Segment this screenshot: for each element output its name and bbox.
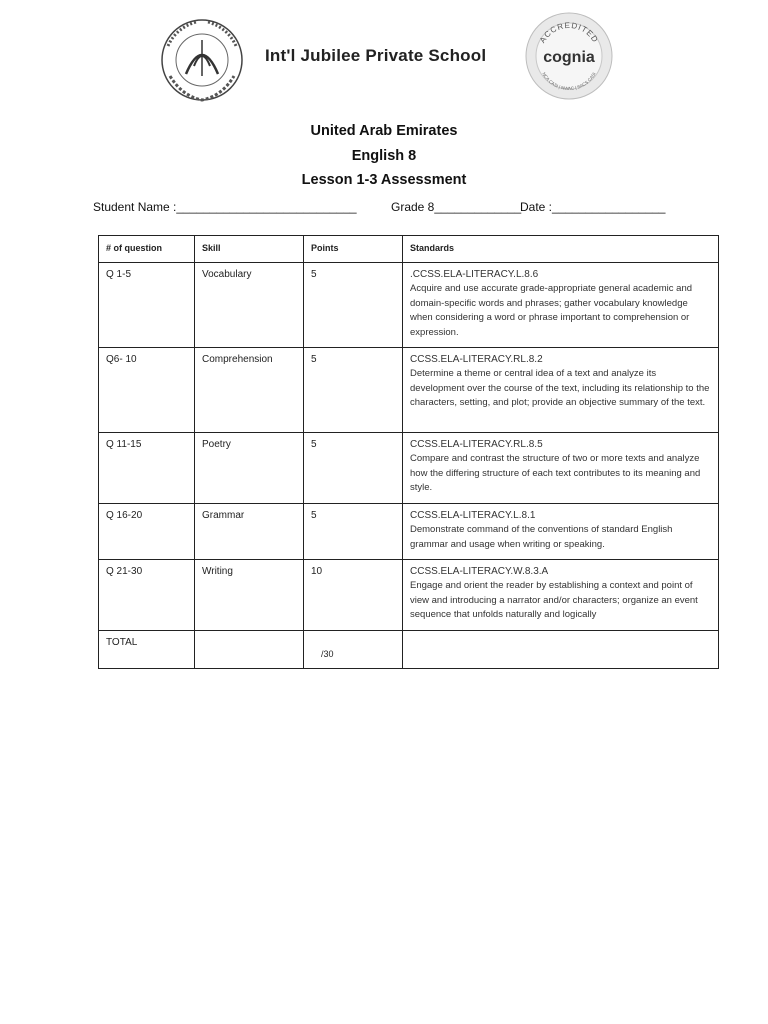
table-total-row: [99, 631, 719, 669]
total-standards-cell: [403, 631, 719, 669]
total-skill-cell: [195, 631, 304, 669]
cell-standard: [403, 263, 719, 348]
cell-question: Q6- 10: [99, 348, 195, 433]
document-titles: [0, 122, 768, 196]
standard-description: Acquire and use accurate grade-appropriate general academic and domain-specific words and phrases; gather vocabulary knowledge when considering a word or phrase important to comprehension or expression.: [410, 283, 693, 338]
cell-skill: Poetry: [195, 433, 304, 504]
cell-question: Q 21-30: [99, 560, 195, 631]
cell-skill: Vocabulary: [195, 263, 304, 348]
cell-question: Q 11-15: [99, 433, 195, 504]
title-assessment: Lesson 1-3 Assessment: [301, 172, 467, 188]
table-row: [99, 433, 719, 504]
table-row: [99, 263, 719, 348]
standard-code: .CCSS.ELA-LITERACY.L.8.6: [410, 269, 539, 280]
cell-question: Q 16-20: [99, 504, 195, 560]
cell-question: Q 1-5: [99, 263, 195, 348]
grade-field[interactable]: Grade 8_____________: [391, 200, 522, 214]
cell-skill: Writing: [195, 560, 304, 631]
cell-standard: [403, 504, 719, 560]
school-logo-icon: [156, 16, 248, 104]
standard-code: CCSS.ELA-LITERACY.RL.8.5: [410, 439, 543, 450]
header-points: Points: [304, 236, 403, 263]
cell-points: 5: [304, 263, 403, 348]
cell-skill: Grammar: [195, 504, 304, 560]
standard-code: CCSS.ELA-LITERACY.L.8.1: [410, 510, 536, 521]
table-row: [99, 348, 719, 433]
document-header: [0, 0, 768, 110]
total-points: /30: [321, 649, 334, 659]
standard-description: Engage and orient the reader by establishing a context and point of view and introducing a narrator and/or characters; organize an event sequence that unfolds naturally and logically: [410, 580, 698, 620]
svg-text:ACCREDITED: ACCREDITED: [537, 20, 601, 45]
cell-points: 5: [304, 433, 403, 504]
cell-skill: Comprehension: [195, 348, 304, 433]
standard-code: CCSS.ELA-LITERACY.W.8.3.A: [410, 566, 549, 577]
cell-standard: [403, 433, 719, 504]
student-name-field[interactable]: Student Name :___________________________: [93, 200, 357, 214]
total-label: TOTAL: [99, 631, 195, 669]
cell-points: 5: [304, 504, 403, 560]
date-field[interactable]: Date :_________________: [520, 200, 666, 214]
header-question: # of question: [99, 236, 195, 263]
title-country: United Arab Emirates: [310, 123, 458, 139]
standard-description: Determine a theme or central idea of a text and analyze its development over the course of the text, including its relationship to the characters, setting, and plot; provide an objective summary of the text.: [410, 368, 710, 408]
school-name: Int'l Jubilee Private School: [265, 46, 487, 65]
table-row: [99, 560, 719, 631]
svg-text:NCA CASI | NWAC | SACS CASI: NCA CASI | NWAC | SACS CASI: [541, 71, 597, 92]
cell-standard: [403, 348, 719, 433]
svg-text:cognia: cognia: [543, 49, 595, 66]
cell-standard: [403, 560, 719, 631]
standard-description: Demonstrate command of the conventions of standard English grammar and usage when writing or speaking.: [410, 524, 673, 550]
standard-description: Compare and contrast the structure of two or more texts and analyze how the differing structure of each text contributes to its meaning and style.: [410, 453, 701, 493]
header-skill: Skill: [195, 236, 304, 263]
table-header-row: [99, 236, 719, 263]
assessment-table: [98, 235, 719, 669]
cognia-accreditation-seal-icon: [525, 12, 613, 100]
cell-points: 5: [304, 348, 403, 433]
title-subject: English 8: [351, 147, 417, 164]
cell-points: 10: [304, 560, 403, 631]
total-points-cell: [304, 631, 403, 669]
standard-code: CCSS.ELA-LITERACY.RL.8.2: [410, 354, 543, 365]
table-row: [99, 504, 719, 560]
header-standards: Standards: [403, 236, 719, 263]
